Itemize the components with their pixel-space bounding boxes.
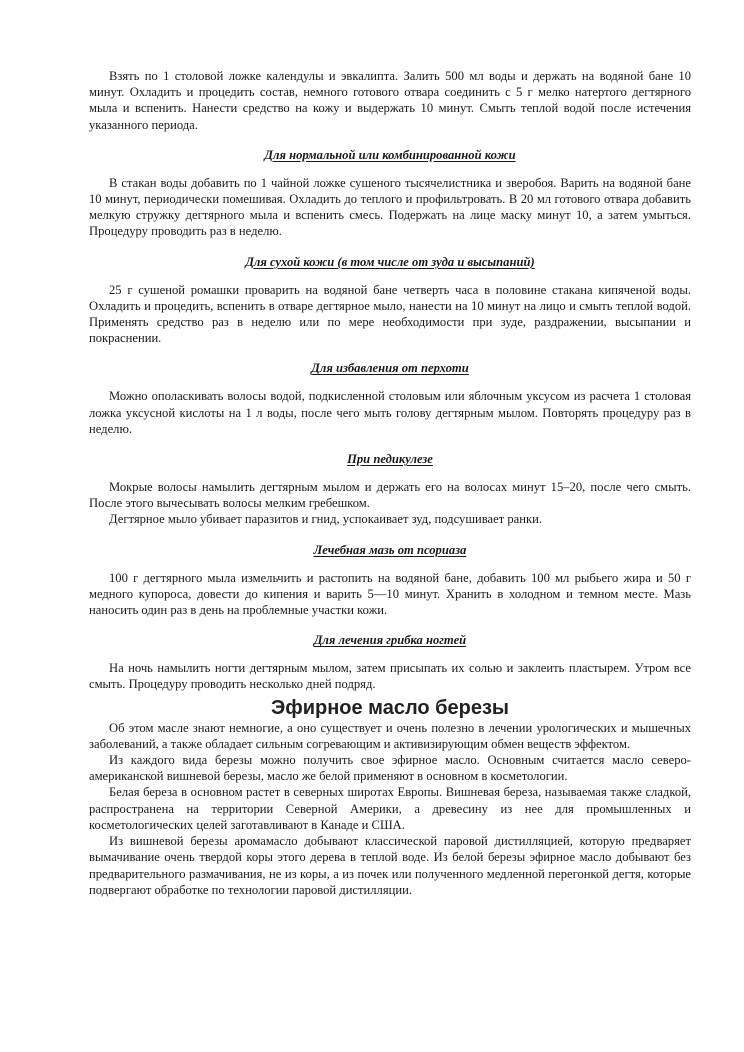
paragraph-birch-oil-intro: Об этом масле знают немногие, а оно существует и очень полезно в лечении урологических и мышечных заболеваний, а также обладает сильным согревающим и активизирующим обмен веществ эффектом. [89,720,691,751]
heading-nail-fungus: Для лечения грибка ногтей [313,633,467,648]
heading-dandruff: Для избавления от перхоти [311,361,469,376]
paragraph-calendula-recipe: Взять по 1 столовой ложке календулы и эвкалипта. Залить 500 мл воды и держать на водяной бане 10 минут. Охладить и процедить состав, немного готового отвара соединить с 5 г мелко натертого дегтярного мыла и вспенить. Нанести средство на кожу и выдержать 10 минут. Смыть теплой водой после истечения указанного периода. [89,69,691,132]
document-page [89,68,691,898]
heading-normal-skin: Для нормальной или комбинированной кожи [264,147,516,162]
heading-dry-skin: Для сухой кожи (в том числе от зуда и высыпаний) [245,254,535,269]
paragraph-pediculosis-recipe: Мокрые волосы намылить дегтярным мылом и держать его на волосах минут 15–20, после чего смыть. После этого вычесывать волосы мелким гребешком. [89,480,691,511]
paragraph-normal-skin-recipe: В стакан воды добавить по 1 чайной ложке сушеного тысячелистника и зверобоя. Варить на водяной бане 10 минут, периодически помешивая. Охладить до теплого и профильтровать. В 20 мл готового отвара добавить мелкую стружку дегтярного мыла и вспенить смесь. Подержать на лице маску минут 10, а затем умыться. Процедуру проводить раз в неделю. [89,175,691,239]
heading-pediculosis: При педикулезе [347,452,433,467]
paragraph-birch-oil-types: Из каждого вида березы можно получить свое эфирное масло. Основным считается масло северо-американской вишневой березы, масло же белой применяют в основном в косметологии. [89,753,691,784]
paragraph-dry-skin-recipe: 25 г сушеной ромашки проварить на водяной бане четверть часа в половине стакана кипяченой воды. Охладить и процедить, вспенить в отваре дегтярное мыло, нанести на 10 минут на лицо и смыть теплой водой. Применять средство раз в неделю или по мере необходимости при зуде, раздражении, высыпании и покраснении. [89,282,691,346]
paragraph-psoriasis-recipe: 100 г дегтярного мыла измельчить и растопить на водяной бане, добавить 100 мл рыбьего жира и 50 г медного купороса, довести до кипения и варить 5—10 минут. Хранить в холодном и темном месте. Мазь наносить один раз в день на проблемные участки кожи. [89,570,691,618]
paragraph-dandruff-recipe: Можно ополаскивать волосы водой, подкисленной столовым или яблочным уксусом из расчета 1 столовая ложка уксусной кислоты на 1 л воды, после чего мыть голову дегтярным мылом. Повторять процедуру раз в неделю. [89,389,691,436]
section-title-birch-oil: Эфирное масло березы [270,696,510,719]
paragraph-pediculosis-note: Дегтярное мыло убивает паразитов и гнид, успокаивает зуд, подсушивает ранки. [109,512,542,527]
paragraph-birch-habitat: Белая береза в основном растет в северных широтах Европы. Вишневая береза, называемая также сладкой, распространена на территории Северной Америки, а древесину из нее для промышленных и косметологических целей заготавливают в Канаде и США. [89,785,691,832]
heading-psoriasis: Лечебная мазь от псориаза [313,542,467,557]
paragraph-birch-distillation: Из вишневой березы аромамасло добывают классической паровой дистилляцией, которую предваряет вымачивание очень твердой коры этого дерева в теплой воде. Из белой березы эфирное масло добывают без предварительного размачивания, не из коры, а из почек или полученного медленной перегонкой дегтя, которые подвергают обработке по технологии паровой дистилляции. [89,834,691,897]
paragraph-nail-fungus-recipe: На ночь намылить ногти дегтярным мылом, затем присыпать их солью и заклеить пластырем. Утром все смыть. Процедуру проводить несколько дней подряд. [89,661,691,692]
